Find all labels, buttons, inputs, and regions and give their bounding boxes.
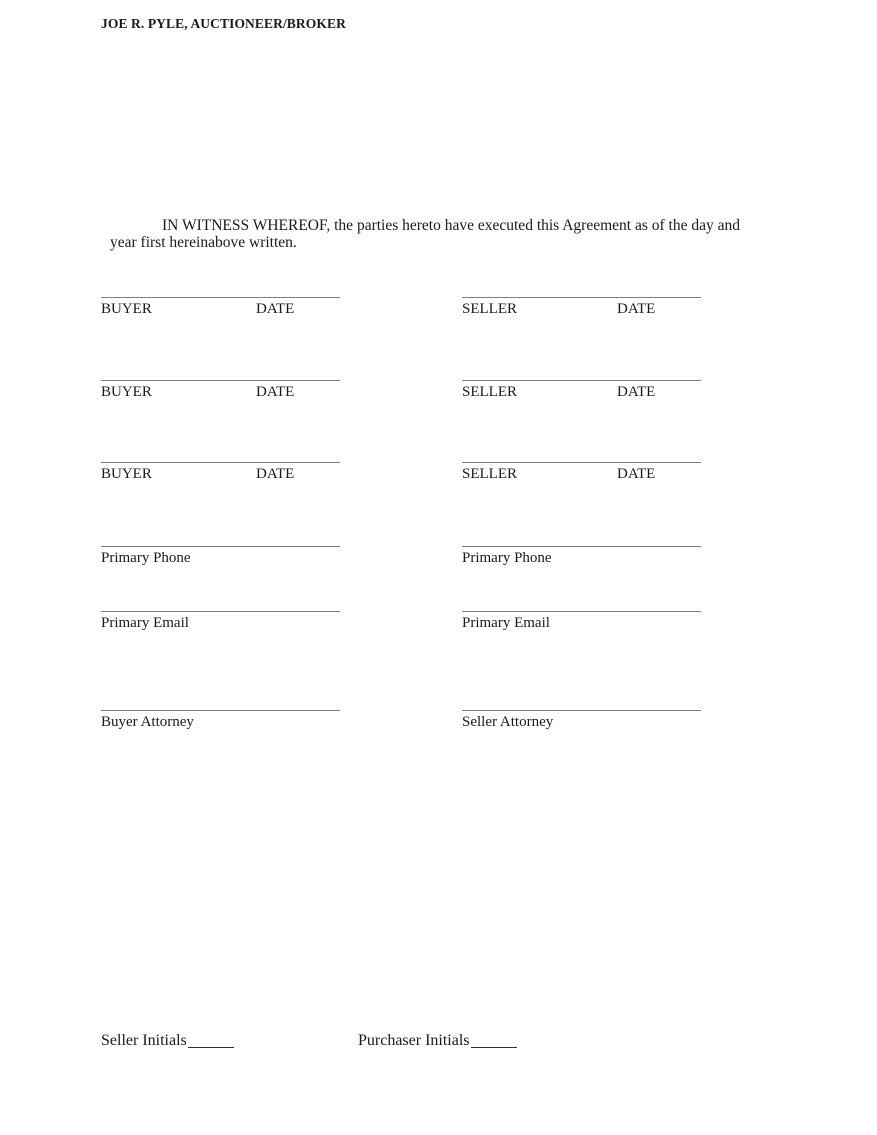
seller-signature-line-2[interactable] [462,380,701,381]
buyer-primary-email-field [101,611,340,631]
buyer-signature-line-3[interactable] [101,462,340,463]
buyer-attorney-field [101,710,340,730]
date-label: DATE [617,384,656,400]
buyer-label: BUYER [101,301,152,317]
seller-initials [101,1032,234,1049]
seller-label: SELLER [462,466,517,482]
witness-paragraph: IN WITNESS WHEREOF, the parties hereto have executed this Agreement as of the day and year first hereinabove written. [110,217,740,251]
buyer-primary-email-line[interactable] [101,611,340,612]
seller-signature-field-3 [462,462,701,482]
seller-initials-label: Seller Initials [101,1032,187,1049]
primary-email-label: Primary Email [101,615,189,631]
document-title: JOE R. PYLE, AUCTIONEER/BROKER [101,16,346,31]
primary-phone-label: Primary Phone [101,550,191,566]
buyer-label: BUYER [101,384,152,400]
buyer-primary-phone-field [101,546,340,566]
seller-label: SELLER [462,384,517,400]
date-label: DATE [256,466,295,482]
seller-signature-line-3[interactable] [462,462,701,463]
purchaser-initials-blank[interactable] [471,1035,517,1048]
seller-initials-blank[interactable] [188,1035,234,1048]
seller-attorney-line[interactable] [462,710,701,711]
seller-attorney-label: Seller Attorney [462,714,554,730]
buyer-attorney-label: Buyer Attorney [101,714,194,730]
primary-phone-label: Primary Phone [462,550,552,566]
buyer-primary-phone-line[interactable] [101,546,340,547]
seller-signature-field-1 [462,297,701,317]
date-label: DATE [256,301,295,317]
purchaser-initials [358,1032,517,1049]
seller-signature-line-1[interactable] [462,297,701,298]
buyer-attorney-line[interactable] [101,710,340,711]
buyer-label: BUYER [101,466,152,482]
seller-primary-email-line[interactable] [462,611,701,612]
buyer-signature-line-1[interactable] [101,297,340,298]
purchaser-initials-label: Purchaser Initials [358,1032,470,1049]
seller-primary-email-field [462,611,701,631]
date-label: DATE [617,301,656,317]
date-label: DATE [617,466,656,482]
buyer-signature-field-2 [101,380,340,400]
seller-primary-phone-field [462,546,701,566]
seller-primary-phone-line[interactable] [462,546,701,547]
primary-email-label: Primary Email [462,615,550,631]
buyer-signature-line-2[interactable] [101,380,340,381]
buyer-signature-field-1 [101,297,340,317]
seller-attorney-field [462,710,701,730]
seller-label: SELLER [462,301,517,317]
buyer-signature-field-3 [101,462,340,482]
seller-signature-field-2 [462,380,701,400]
date-label: DATE [256,384,295,400]
